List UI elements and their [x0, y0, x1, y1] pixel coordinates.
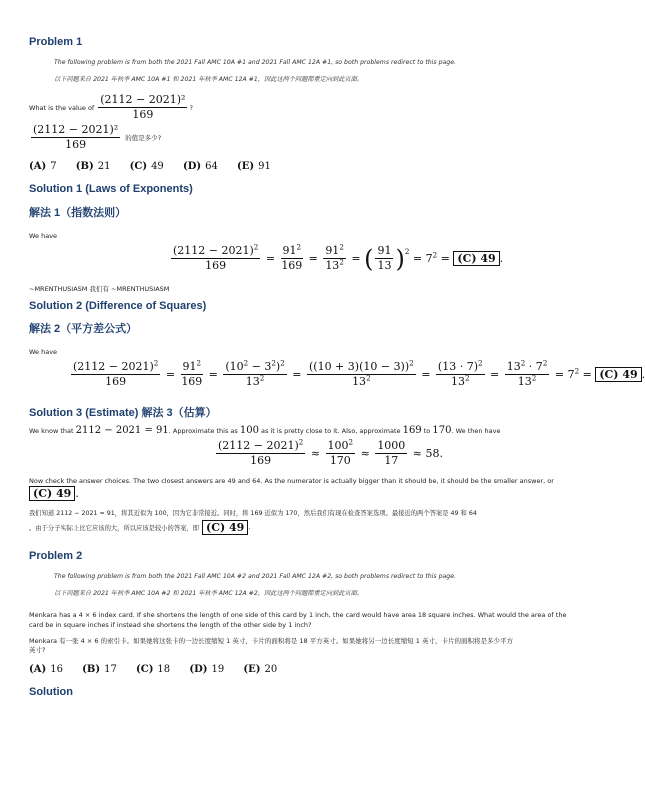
- solution-2-equation: $\frac{(2112 - 2021)^2}{169}$ = $\frac{91^2}{169}$ = $\frac{(10^2 - 3^2)^2}{13^2}$ = $\frac{((10 + 3)(10 - 3))^2}{13^2}$ = $\frac{(13 \cdot 7)^2}{13^2}$ = $\frac{13^2 \cdot 7^2}{13^2}$ = $7^2$ = (C) 49 .: [73, 358, 645, 389]
- problem-2-choices: [29, 664, 293, 675]
- problem-2-note-en: The following problem is from both the 2021 Fall AMC 10A #2 and 2021 Fall AMC 12A #2, so both problems redirect to this page.: [54, 573, 457, 580]
- question-text-zh: 的值是多少?: [125, 134, 162, 143]
- solution-1-credit: ~MRENTHUSIASM 我们有 ~MRENTHUSIASM: [29, 285, 170, 293]
- solution-1-intro: We have: [29, 232, 58, 240]
- choice-a[interactable]: (A) 16: [29, 664, 63, 675]
- problem-1-note-zh: 以下问题来自 2021 年秋季 AMC 10A #1 和 2021 年秋季 AMC 12A #1，因此这两个问题都重定向到此页面。: [54, 76, 363, 83]
- solution-3-line-1: We know that 2112 − 2021 = 91 . Approximate this as 100 as it is pretty close to it. Also, approximate 169 to 170 . We then have: [29, 425, 501, 436]
- fraction-denominator: 169: [132, 108, 154, 122]
- fraction-numerator: (2112 − 2021)²: [31, 124, 120, 138]
- problem-2-question-en-2: card be in square inches if instead she shortens the length of the other side by 1 inch?: [29, 621, 312, 629]
- problem-1-question-en: What is the value of $\frac{\text{(2112 − 2021)²}}{169}$ ?: [29, 93, 193, 122]
- answer-box: (C) 49: [202, 520, 248, 535]
- problem-1-heading: Problem 1: [29, 36, 83, 48]
- problem-1-question-zh: [29, 124, 161, 151]
- solution-3-line-2: Now check the answer choices. The two closest answers are 49 and 64. As the numerator is actually bigger than it should be, it should be the smaller answer, or: [29, 477, 554, 485]
- solution-3-equation: $\frac{(2112 - 2021)^2}{169}$ ≈ $\frac{100^2}{170}$ ≈ $\frac{1000}{17}$ ≈ 58.: [218, 437, 444, 468]
- problem-2-question-zh-1: Menkara 有一张 4 × 6 的索引卡。如果她将这张卡的一边长度缩短 1 英寸，卡片的面积将是 18 平方英寸。如果她将另一边长度缩短 1 英寸，卡片的面积将是多少平方: [29, 637, 514, 645]
- solution-1-heading: Solution 1 (Laws of Exponents): [29, 183, 193, 195]
- choice-e[interactable]: (E) 91: [237, 161, 271, 172]
- choice-d[interactable]: (D) 64: [182, 161, 218, 172]
- problem-2-question-en-1: Menkara has a 4 × 6 index card. If she shortens the length of one side of this card by 1 inch, the card would have area 18 square inches. What would the area of the: [29, 611, 567, 619]
- solution-3-heading: Solution 3 (Estimate) 解法 3（估算）: [29, 407, 217, 419]
- answer-box: (C) 49: [29, 486, 75, 501]
- solution-2-heading-zh: 解法 2（平方差公式）: [29, 323, 138, 335]
- problem-1-note-en: The following problem is from both the 2021 Fall AMC 10A #1 and 2021 Fall AMC 12A #1, so both problems redirect to this page.: [54, 59, 457, 66]
- choice-a[interactable]: (A) 7: [29, 161, 57, 172]
- solution-2-intro: We have: [29, 348, 58, 356]
- problem-2-question-zh-2: 英寸?: [29, 646, 46, 654]
- choice-c[interactable]: (C) 18: [136, 664, 171, 675]
- solution-2-heading: Solution 2 (Difference of Squares): [29, 300, 207, 312]
- question-text: What is the value of: [29, 103, 95, 112]
- choice-b[interactable]: (B) 17: [82, 664, 117, 675]
- problem-2-note-zh: 以下问题来自 2021 年秋季 AMC 10A #2 和 2021 年秋季 AMC 12A #2，因此这两个问题都重定向到此页面。: [54, 590, 363, 597]
- choice-c[interactable]: (C) 49: [129, 161, 164, 172]
- solution-1-heading-zh: 解法 1（指数法则）: [29, 207, 127, 219]
- choice-b[interactable]: (B) 21: [75, 161, 111, 172]
- problem-2-heading: Problem 2: [29, 550, 83, 562]
- fraction-denominator: 169: [65, 138, 87, 152]
- solution-3-answer-en: (C) 49 .: [29, 486, 79, 501]
- answer-box: (C) 49: [595, 367, 641, 382]
- question-fraction-zh: [31, 124, 120, 151]
- choice-e[interactable]: (E) 20: [243, 664, 278, 675]
- solution-1-equation: $\frac{(2112 - 2021)^2}{169}$ = $\frac{91^2}{169}$ = $\frac{91^2}{13^2}$ = ( $\frac{91}{13}$ ) 2 = $7^2$ = (C) 49 .: [173, 242, 504, 273]
- choice-d[interactable]: (D) 19: [189, 664, 225, 675]
- problem-2-solution-heading: Solution: [29, 686, 73, 698]
- problem-1-choices: [29, 161, 287, 172]
- solution-3-zh-line-1: 我们知道 2112 − 2021 = 91，将其近似为 100，因为它非常接近。同时，将 169 近似为 170，然后我们有现在检查答案选项。最接近的两个答案是 49 和 64: [29, 510, 477, 517]
- answer-box: (C) 49: [453, 251, 499, 266]
- fraction-numerator: (2112 − 2021)²: [98, 94, 187, 108]
- solution-3-zh-line-2: 。由于分子实际上比它应该的大，所以应该是较小的答案，即 (C) 49 .: [29, 521, 251, 534]
- question-fraction: [98, 94, 187, 121]
